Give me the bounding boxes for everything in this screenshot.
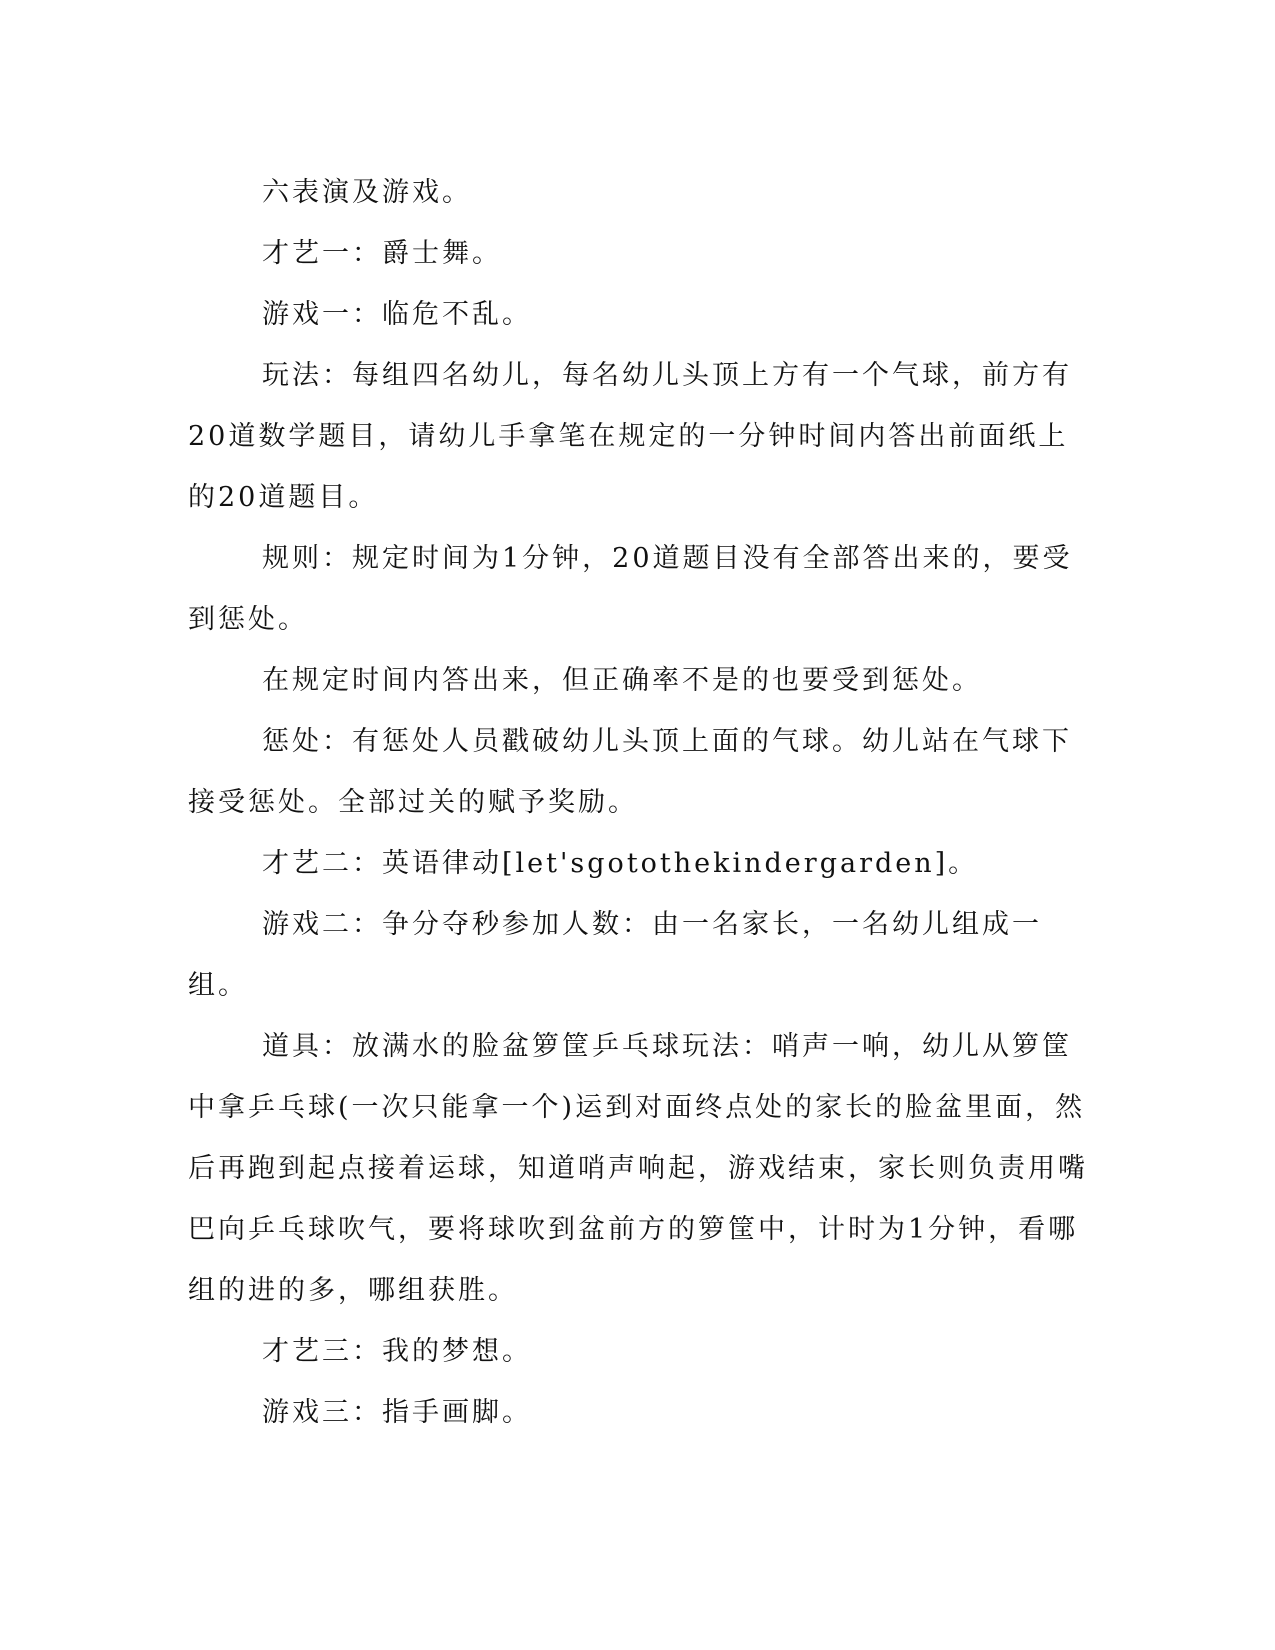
paragraph-section-heading: 六表演及游戏。 <box>262 177 472 208</box>
paragraph-game-1-rules-play: 玩法：每组四名幼儿，每名幼儿头顶上方有一个气球，前方有20道数学题目，请幼儿手拿笔在规定的一分钟时间内答出前面纸上的20道题目。 <box>188 360 1072 513</box>
paragraph-game-1-penalty: 惩处：有惩处人员戳破幼儿头顶上面的气球。幼儿站在气球下接受惩处。全部过关的赋予奖励。 <box>188 726 1072 818</box>
document-body <box>188 162 1088 1443</box>
paragraph-game-1-accuracy: 在规定时间内答出来，但正确率不是的也要受到惩处。 <box>262 665 982 696</box>
paragraph-talent-3: 才艺三：我的梦想。 <box>262 1336 532 1367</box>
paragraph-talent-2: 才艺二：英语律动[let'sgotothekindergarden]。 <box>262 848 979 879</box>
paragraph-game-2-props-play: 道具：放满水的脸盆箩筐乒乓球玩法：哨声一响，幼儿从箩筐中拿乒乓球(一次只能拿一个)运到对面终点处的家长的脸盆里面，然后再跑到起点接着运球，知道哨声响起，游戏结束，家长则负责用嘴巴向乒乓球吹气，要将球吹到盆前方的箩筐中，计时为1分钟，看哪组的进的多，哪组获胜。 <box>188 1031 1088 1306</box>
paragraph-game-2: 游戏二：争分夺秒参加人数：由一名家长，一名幼儿组成一组。 <box>188 909 1042 1001</box>
paragraph-talent-1: 才艺一：爵士舞。 <box>262 238 502 269</box>
paragraph-game-3: 游戏三：指手画脚。 <box>262 1397 532 1428</box>
paragraph-game-1-rules: 规则：规定时间为1分钟，20道题目没有全部答出来的，要受到惩处。 <box>188 543 1073 635</box>
paragraph-game-1: 游戏一：临危不乱。 <box>262 299 532 330</box>
